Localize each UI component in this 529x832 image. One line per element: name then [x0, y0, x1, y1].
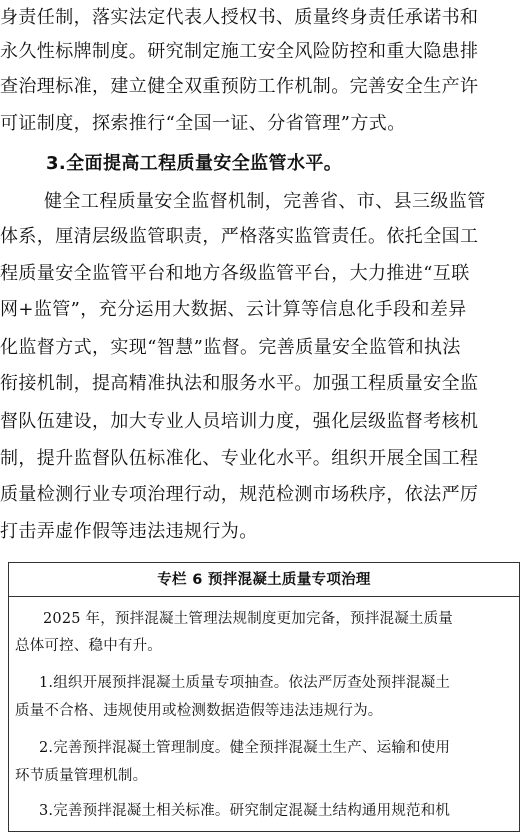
- section-text-line: 督队伍建设，加大专业人员培训力度，强化层级监督考核机: [0, 411, 479, 432]
- body-text-line: 身责任制，落实法定代表人授权书、质量终身责任承诺书和: [0, 7, 479, 28]
- section-heading: 3.全面提高工程质量安全监管水平。: [46, 153, 343, 174]
- section-text-line: 化监督方式，实现“智慧”监督。完善质量安全监管和执法: [0, 337, 461, 358]
- section-text-line: 制，提升监督队伍标准化、专业化水平。组织开展全国工程: [0, 448, 479, 469]
- box-text-line: 1.组织开展预拌混凝土质量专项抽查。依法严厉查处预拌混凝土: [39, 675, 451, 691]
- box-text-line: 2.完善预拌混凝土管理制度。健全预拌混凝土生产、运输和使用: [39, 740, 451, 756]
- box-text-line: 总体可控、稳中有升。: [15, 638, 162, 654]
- section-text-line: 程质量安全监管平台和地方各级监管平台，大力推进“互联: [0, 263, 470, 284]
- feature-box-header: [9, 563, 519, 597]
- section-text-line: 体系，厘清层级监管职责，严格落实监管责任。依托全国工: [0, 226, 479, 247]
- body-text-line: 查治理标准，建立健全双重预防工作机制。完善安全生产许: [0, 76, 479, 97]
- section-text-line: 质量检测行业专项治理行动，规范检测市场秩序，依法严厉: [0, 484, 479, 505]
- box-text-line: 3.完善预拌混凝土相关标准。研究制定混凝土结构通用规范和机: [39, 803, 451, 819]
- body-text-line: 可证制度，探索推行“全国一证、分省管理”方式。: [0, 113, 406, 134]
- feature-box: [8, 562, 520, 832]
- section-text-line: 打击弄虚作假等违法违规行为。: [0, 521, 258, 542]
- box-text-line: 质量不合格、违规使用或检测数据造假等违法违规行为。: [15, 703, 383, 719]
- section-text-line: 健全工程质量安全监督机制，完善省、市、县三级监管: [44, 191, 486, 212]
- box-text-line: 环节质量管理机制。: [15, 768, 148, 784]
- feature-box-title: 专栏 6 预拌混凝土质量专项治理: [157, 572, 371, 588]
- box-text-line: 2025 年，预拌混凝土管理法规制度更加完备，预拌混凝土质量: [43, 611, 454, 627]
- section-text-line: 衔接机制，提高精准执法和服务水平。加强工程质量安全监: [0, 373, 479, 394]
- body-text-line: 永久性标牌制度。研究制定施工安全风险防控和重大隐患排: [0, 41, 479, 62]
- section-text-line: 网+监管”，充分运用大数据、云计算等信息化手段和差异: [0, 299, 467, 320]
